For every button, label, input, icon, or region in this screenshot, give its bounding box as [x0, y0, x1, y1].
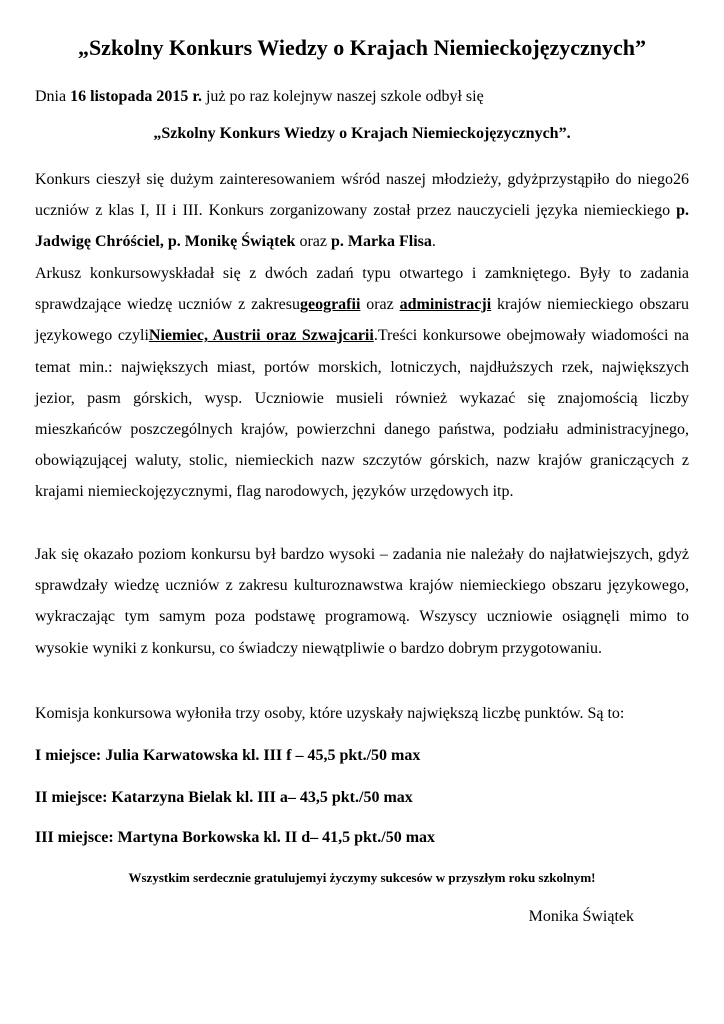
- closing-wishes: Wszystkim serdecznie gratulujemyi życzymy sukcesów w przyszłym roku szkolnym!: [128, 870, 596, 885]
- p1-text: Konkurs cieszył się dużym zainteresowaniem wśród naszej młodzieży, gdyżprzystąpiło do niego26 uczniów z klas I, II i III. Konkurs zorganizowany został przez nauczycieli języka niemieckiego: [35, 171, 689, 220]
- p1-teachers-b: p. Marka Flisa: [330, 233, 432, 251]
- p2-part4: .Treści konkursowe obejmowały wiadomości na temat min.: największych miast, portów morskich, lotniczych, najdłuższych rzek, największych jezior, pasm górskich, wysp. Uczniowie musieli również wykazać się znajomością liczby mieszkańców poszczególnych krajów, powierzchni danego państwa, podziału administracyjnego, obowiązującej waluty, stolic, niemieckich nazw szczytów górskich, nazw krajów graniczących z krajami niemieckojęzycznymi, flag narodowych, języków urzędowych itp.: [35, 327, 690, 501]
- intro-date: 16 listopada 2015 r.: [70, 88, 202, 105]
- document-title: „Szkolny Konkurs Wiedzy o Krajach Niemieckojęzycznych”: [77, 35, 647, 60]
- second-place: II miejsce: Katarzyna Bielak kl. III a– 43,5 pkt./50 max: [35, 789, 413, 806]
- signature: Monika Świątek: [528, 908, 634, 925]
- third-place: III miejsce: Martyna Borkowska kl. II d– 41,5 pkt./50 max: [35, 829, 436, 846]
- intro-pre: Dnia: [35, 88, 71, 105]
- intro-post: już po raz kolejnyw naszej szkole odbył się: [201, 88, 484, 105]
- p1-and: oraz: [295, 233, 331, 251]
- p2-geography: geografii: [299, 296, 361, 314]
- p2-administration: administracji: [399, 296, 492, 314]
- contest-subtitle: „Szkolny Konkurs Wiedzy o Krajach Niemieckojęzycznych”.: [153, 125, 571, 142]
- paragraph-difficulty: Jak się okazało poziom konkursu był bardzo wysoki – zadania nie należały do najłatwiejszych, gdyż sprawdzały wiedzę uczniów z zakresu kulturoznawstwa krajów niemieckiego obszaru językowego, wykraczając tym samym poza podstawę programową. Wszyscy uczniowie osiągnęli mimo to wysokie wyniki z konkursu, co świadczy niewątpliwie o bardzo dobrym przygotowaniu.: [35, 546, 689, 657]
- intro-line: [35, 86, 695, 108]
- p2-countries: Niemiec, Austrii oraz Szwajcarii: [148, 327, 374, 345]
- p2-part1: Arkusz konkursowyskładał się z dwóch zadań typu otwartego i zamkniętego. Były to zadania sprawdzające wiedzę uczniów z zakresu: [35, 265, 689, 314]
- paragraph-test-content: [35, 258, 689, 508]
- p1-teachers-a: p. Jadwigę Chróściel, p. Monikę Świątek: [35, 202, 689, 251]
- paragraph-results-intro: Komisja konkursowa wyłoniła trzy osoby, które uzyskały największą liczbę punktów. Są to:: [35, 705, 625, 722]
- paragraph-participation: [35, 164, 689, 258]
- p1-end: .: [431, 233, 436, 251]
- p2-part3: krajów niemieckiego obszaru językowego czyli: [35, 296, 690, 345]
- first-place: I miejsce: Julia Karwatowska kl. III f – 45,5 pkt./50 max: [35, 747, 421, 764]
- p2-part2: oraz: [360, 296, 400, 314]
